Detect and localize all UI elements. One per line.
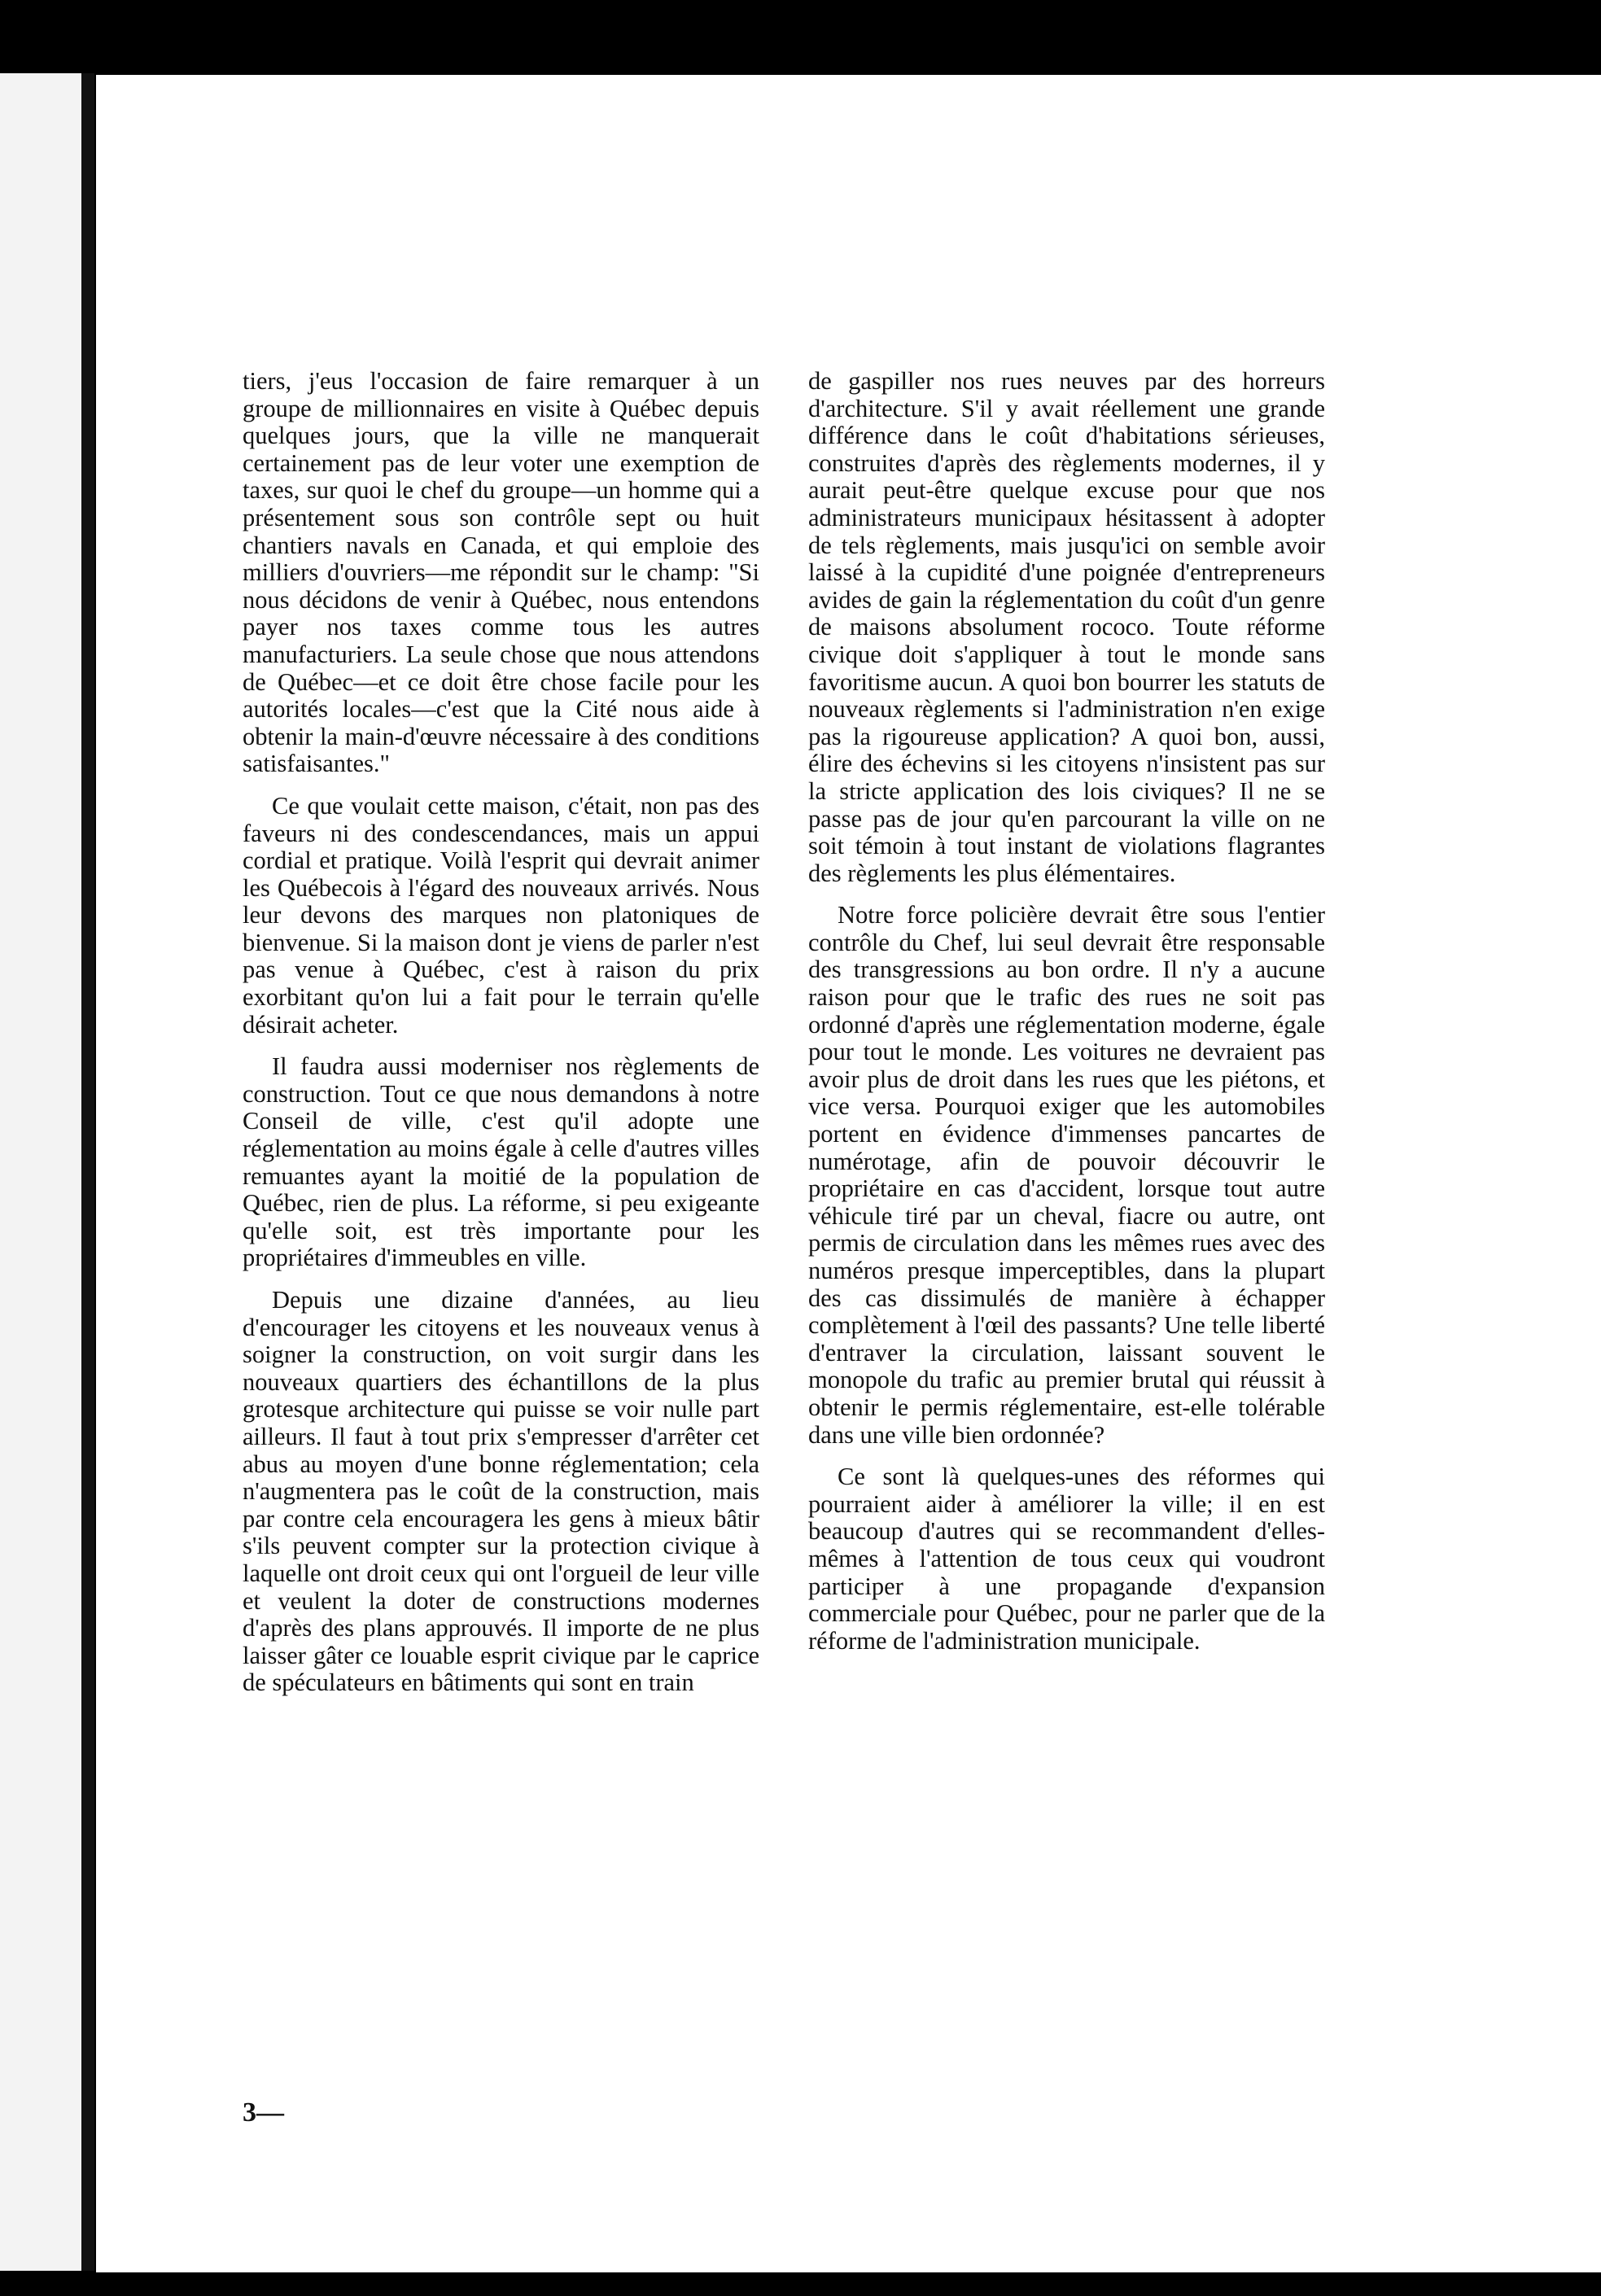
paragraph: tiers, j'eus l'occasion de faire remarquer à un groupe de millionnaires en visite à Québec depuis quelques jours, que la ville ne manquerait certainement pas de leur voter une exemption de taxes, sur quoi le chef du groupe—un homme qui a présentement sous son contrôle sept ou huit chantiers navals en Canada, et qui emploie des milliers d'ouvriers—me répondit sur le champ: "Si nous décidons de venir à Québec, nous entendons payer nos taxes comme tous les autres manufacturiers. La seule chose que nous attendons de Québec—et ce doit être chose facile pour les autorités locales—c'est que la Cité nous aide à obtenir la main-d'œuvre nécessaire à des conditions satisfaisantes." xyxy=(243,367,759,778)
document-page xyxy=(96,75,1601,2272)
paragraph: de gaspiller nos rues neuves par des horreurs d'architecture. S'il y avait réellement une grande différence dans le coût d'habitations sérieuses, construites d'après des règlements modernes, il y aurait peut-être quelque excuse pour que nos administrateurs municipaux hésitassent à adopter de tels règlements, mais jusqu'ici on semble avoir laissé à la cupidité d'une poignée d'entrepreneurs avides de gain la réglementation du coût d'un genre de maisons absolument rococo. Toute réforme civique doit s'appliquer à tout le monde sans favoritisme aucun. A quoi bon bourrer les statuts de nouveaux règlements si l'administration n'en exige pas la rigoureuse application? A quoi bon, aussi, élire des échevins si les citoyens n'insistent pas sur la stricte application des lois civiques? Il ne se passe pas de jour qu'en parcourant la ville on ne soit témoin à tout instant de violations flagrantes des règlements les plus élémentaires. xyxy=(808,367,1325,887)
paragraph: Ce que voulait cette maison, c'était, non pas des faveurs ni des condescendances, mais un appui cordial et pratique. Voilà l'esprit qui devrait animer les Québecois à l'égard des nouveaux arrivés. Nous leur devons des marques non platoniques de bienvenue. Si la maison dont je viens de parler n'est pas venue à Québec, c'est à raison du prix exorbitant qu'on lui a fait pour le terrain qu'elle désirait acheter. xyxy=(243,791,759,1039)
page-number: 3— xyxy=(243,2097,284,2128)
left-page-edge xyxy=(0,73,81,2271)
paragraph: Notre force policière devrait être sous l'entier contrôle du Chef, lui seul devrait être responsable des transgressions au bon ordre. Il n'y a aucune raison pour que le trafic des rues ne soit pas ordonné d'après une réglementation moderne, égale pour tout le monde. Les voitures ne devraient pas avoir plus de droit dans les rues que les piétons, et vice versa. Pourquoi exiger que les automobiles portent en évidence d'immenses pancartes de numérotage, afin de pouvoir découvrir le propriétaire en cas d'accident, lorsque tout autre véhicule tiré par un cheval, fiacre ou autre, ont permis de circulation dans les mêmes rues avec des numéros presque imperceptibles, dans la plupart des cas dissimulés de manière à échapper complètement à l'œil des passants? Une telle liberté d'entraver la circulation, laissant souvent le monopole du trafic au premier brutal qui réussit à obtenir le permis réglementaire, est-elle tolérable dans une ville bien ordonnée? xyxy=(808,901,1325,1449)
gutter-shadow xyxy=(81,73,94,2271)
paragraph: Depuis une dizaine d'années, au lieu d'encourager les citoyens et les nouveaux venus à soigner la construction, on voit surgir dans les nouveaux quartiers des échantillons de la plus grotesque architecture qui puisse se voir nulle part ailleurs. Il faut à tout prix s'empresser d'arrêter cet abus au moyen d'une bonne réglementation; cela n'augmentera pas le coût de la construction, mais par contre cela encouragera les gens à mieux bâtir s'ils peuvent compter sur la protection civique à laquelle ont droit ceux qui ont l'orgueil de leur ville et veulent la doter de constructions modernes d'après des plans approuvés. Il importe de ne plus laisser gâter ce louable esprit civique par le caprice de spéculateurs en bâtiments qui sont en train xyxy=(243,1286,759,1697)
text-column-right xyxy=(808,368,1325,1669)
paragraph: Il faudra aussi moderniser nos règlements de construction. Tout ce que nous demandons à notre Conseil de ville, c'est qu'il adopte une réglementation au moins égale à celle d'autres villes remuantes ayant la moitié de la population de Québec, rien de plus. La réforme, si peu exigeante qu'elle soit, est très importante pour les propriétaires d'immeubles en ville. xyxy=(243,1052,759,1272)
paragraph: Ce sont là quelques-unes des réformes qui pourraient aider à améliorer la ville; il en est beaucoup d'autres qui se recommandent d'elles-mêmes à l'attention de tous ceux qui voudront participer à une propagande d'expansion commerciale pour Québec, pour ne parler que de la réforme de l'administration municipale. xyxy=(808,1463,1325,1655)
text-column-left xyxy=(243,368,759,1712)
